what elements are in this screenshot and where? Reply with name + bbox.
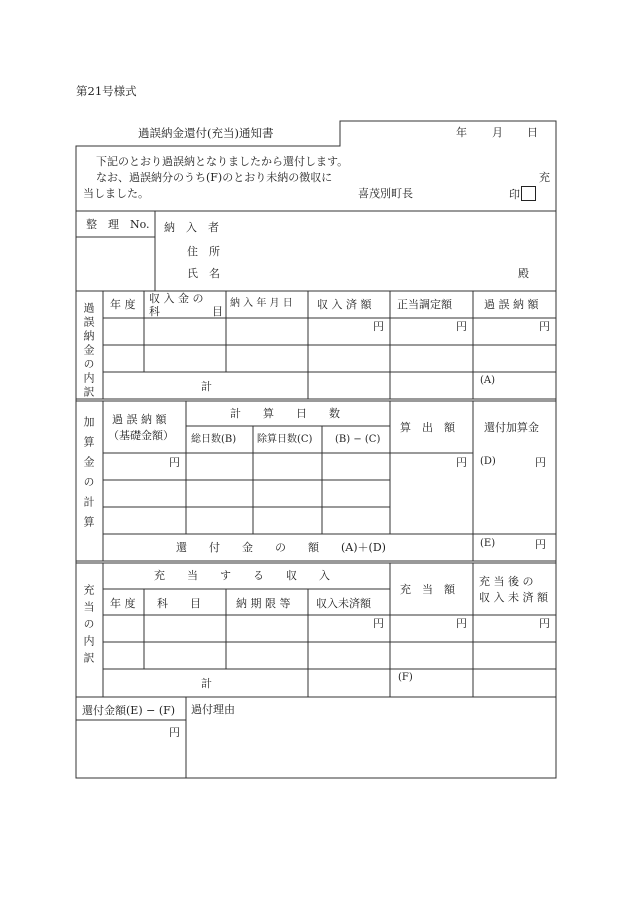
col-overpayment: 過 誤 納 額 <box>484 298 539 311</box>
refund-amount-label: 還 付 金 の 額 (A)＋(D) <box>176 541 386 554</box>
calc-side-label: 加算金の計算 <box>82 416 95 536</box>
col-correct-amount: 正当調定額 <box>397 298 452 311</box>
yen-refund-total: 円 <box>535 538 546 551</box>
apply-total-label: 計 <box>201 677 212 690</box>
yen-unpaid: 円 <box>373 617 384 630</box>
yen-base: 円 <box>169 456 180 469</box>
col-excluded-days: 除算日数(C) <box>257 434 313 445</box>
yen-after: 円 <box>539 617 550 630</box>
apply-col-item: 科 目 <box>157 597 201 610</box>
yen-correct: 円 <box>456 320 467 333</box>
calc-base-line2: （基礎金額） <box>108 429 174 442</box>
yen-computed: 円 <box>456 456 467 469</box>
seal-label: 印 <box>509 188 520 201</box>
yen-overpay: 円 <box>539 320 550 333</box>
col-item-line3: 目 <box>212 305 223 318</box>
apply-col-unpaid: 収入未済額 <box>316 597 371 610</box>
notice-line-3: 当しました。 <box>83 187 149 200</box>
yen-final: 円 <box>169 726 180 739</box>
address-label: 住 所 <box>187 245 220 258</box>
breakdown-side-label: 過誤納金の内訳 <box>82 302 95 400</box>
yen-received: 円 <box>373 320 384 333</box>
yen-refund-add: 円 <box>535 456 546 469</box>
seiri-no-label: 整 理 No. <box>86 218 150 231</box>
notice-line-1: 下記のとおり過誤納となりましたから還付します。 <box>96 155 349 168</box>
date-month: 月 <box>492 126 503 139</box>
calc-base-line1: 過 誤 納 額 <box>112 413 167 426</box>
col-payment-date: 納 入 年 月 日 <box>230 298 293 309</box>
mark-a: (A) <box>480 375 496 386</box>
payer-label: 納 入 者 <box>164 221 219 234</box>
apply-col-due: 納 期 限 等 <box>236 597 291 610</box>
apply-col-after-line2: 収 入 未 済 額 <box>479 591 548 604</box>
date-day: 日 <box>527 126 538 139</box>
apply-col-applied: 充 当 額 <box>400 583 455 596</box>
col-item-line1: 収 入 金 の <box>149 292 204 305</box>
notice-line-2-end: 充 <box>539 171 550 184</box>
col-fiscal-year: 年 度 <box>110 298 136 311</box>
col-received: 収 入 済 額 <box>317 298 372 311</box>
apply-header: 充 当 す る 収 入 <box>154 569 330 582</box>
col-total-days: 総日数(B) <box>191 434 237 445</box>
form-number: 第21号様式 <box>76 84 137 98</box>
col-refund-addition: 還付加算金 <box>484 421 539 434</box>
seal-box <box>521 186 536 201</box>
calc-days-header: 計 算 日 数 <box>230 407 340 420</box>
notice-line-2: なお、過誤納分のうち(F)のとおり未納の徴収に <box>96 171 333 184</box>
mark-f: (F) <box>398 672 413 683</box>
breakdown-total-label: 計 <box>201 380 212 393</box>
col-item-line2: 科 <box>149 305 160 318</box>
form-title: 過誤納金還付(充当)通知書 <box>138 126 274 140</box>
yen-applied: 円 <box>456 617 467 630</box>
name-label: 氏 名 <box>187 267 220 280</box>
apply-col-year: 年 度 <box>110 597 136 610</box>
apply-col-after-line1: 充 当 後 の <box>479 575 534 588</box>
mark-e: (E) <box>480 538 496 549</box>
mark-d: (D) <box>480 456 496 467</box>
col-days-diff: (B) − (C) <box>335 434 381 445</box>
seal-mark <box>509 186 536 201</box>
refund-total-label: 還付金額(E) − (F) <box>82 704 176 717</box>
issuer-name: 喜茂別町長 <box>358 187 413 200</box>
refund-reason-label: 過付理由 <box>191 703 235 716</box>
apply-side-label: 充当の内訳 <box>82 584 95 669</box>
col-computed-amount: 算 出 額 <box>400 421 455 434</box>
honorific: 殿 <box>518 267 529 280</box>
date-year: 年 <box>456 126 467 139</box>
